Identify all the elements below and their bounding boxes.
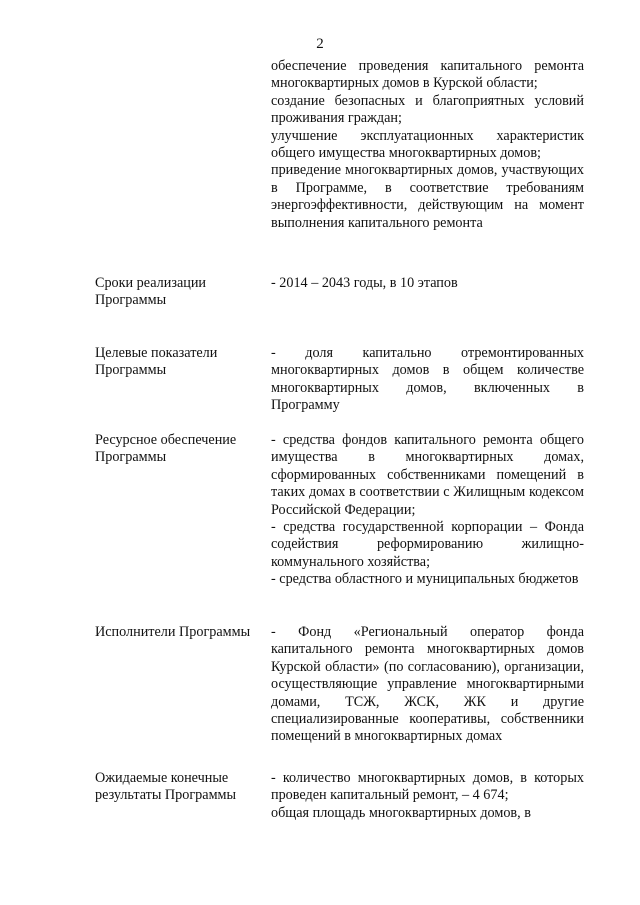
section-content-item: - средства государственной корпорации – Фонда содействия реформированию жилищно-коммунального хозяйства; <box>271 519 584 570</box>
section-content-item: - средства областного и муниципальных бюджетов <box>271 571 579 588</box>
section-content-targets <box>271 345 584 415</box>
section-label-resources: Ресурсное обеспечение Программы <box>95 432 237 466</box>
section-content-terms <box>271 275 584 292</box>
section-content-item: - Фонд «Региональный оператор фонда капитального ремонта многоквартирных домов Курской области» (по согласованию), организации, осуществляющие управление многоквартирными домами, ТСЖ, ЖСК, ЖК и другие специализированные кооперативы, собственники помещений в многоквартирных домах <box>271 624 584 745</box>
section-content-item: - средства фондов капитального ремонта общего имущества в многоквартирных домах, сформированных собственниками помещений в таких домах в соответствии с Жилищным кодексом Российской Федерации; <box>271 432 584 518</box>
section-label-targets: Целевые показатели Программы <box>95 345 218 379</box>
goal-item: обеспечение проведения капитального ремонта многоквартирных домов в Курской области; <box>271 58 584 92</box>
goal-item: создание безопасных и благоприятных условий проживания граждан; <box>271 92 584 127</box>
section-content-executors <box>271 624 584 746</box>
section-label-results: Ожидаемые конечные результаты Программы <box>95 770 237 804</box>
section-content-results <box>271 770 584 822</box>
goal-item: приведение многоквартирных домов, участвующих в Программе, в соответствие требованиям энергоэффективности, действующим на момент выполнения капитального ремонта <box>271 162 584 231</box>
section-content-item: - количество многоквартирных домов, в которых проведен капитальный ремонт, – 4 674; <box>271 770 584 804</box>
section-label-terms: Сроки реализации Программы <box>95 275 207 309</box>
section-content-item: общая площадь многоквартирных домов, в <box>271 804 531 821</box>
section-content-resources <box>271 432 584 589</box>
section-label-executors: Исполнители Программы <box>95 624 251 640</box>
section-content-item: - доля капитально отремонтированных многоквартирных домов в общем количестве многоквартирных домов, включенных в Программу <box>271 345 584 414</box>
goals-continued-block <box>271 58 584 232</box>
page-number: 2 <box>316 36 324 52</box>
goal-item: улучшение эксплуатационных характеристик общего имущества многоквартирных домов; <box>271 127 584 162</box>
section-content-item: - 2014 – 2043 годы, в 10 этапов <box>271 275 458 291</box>
